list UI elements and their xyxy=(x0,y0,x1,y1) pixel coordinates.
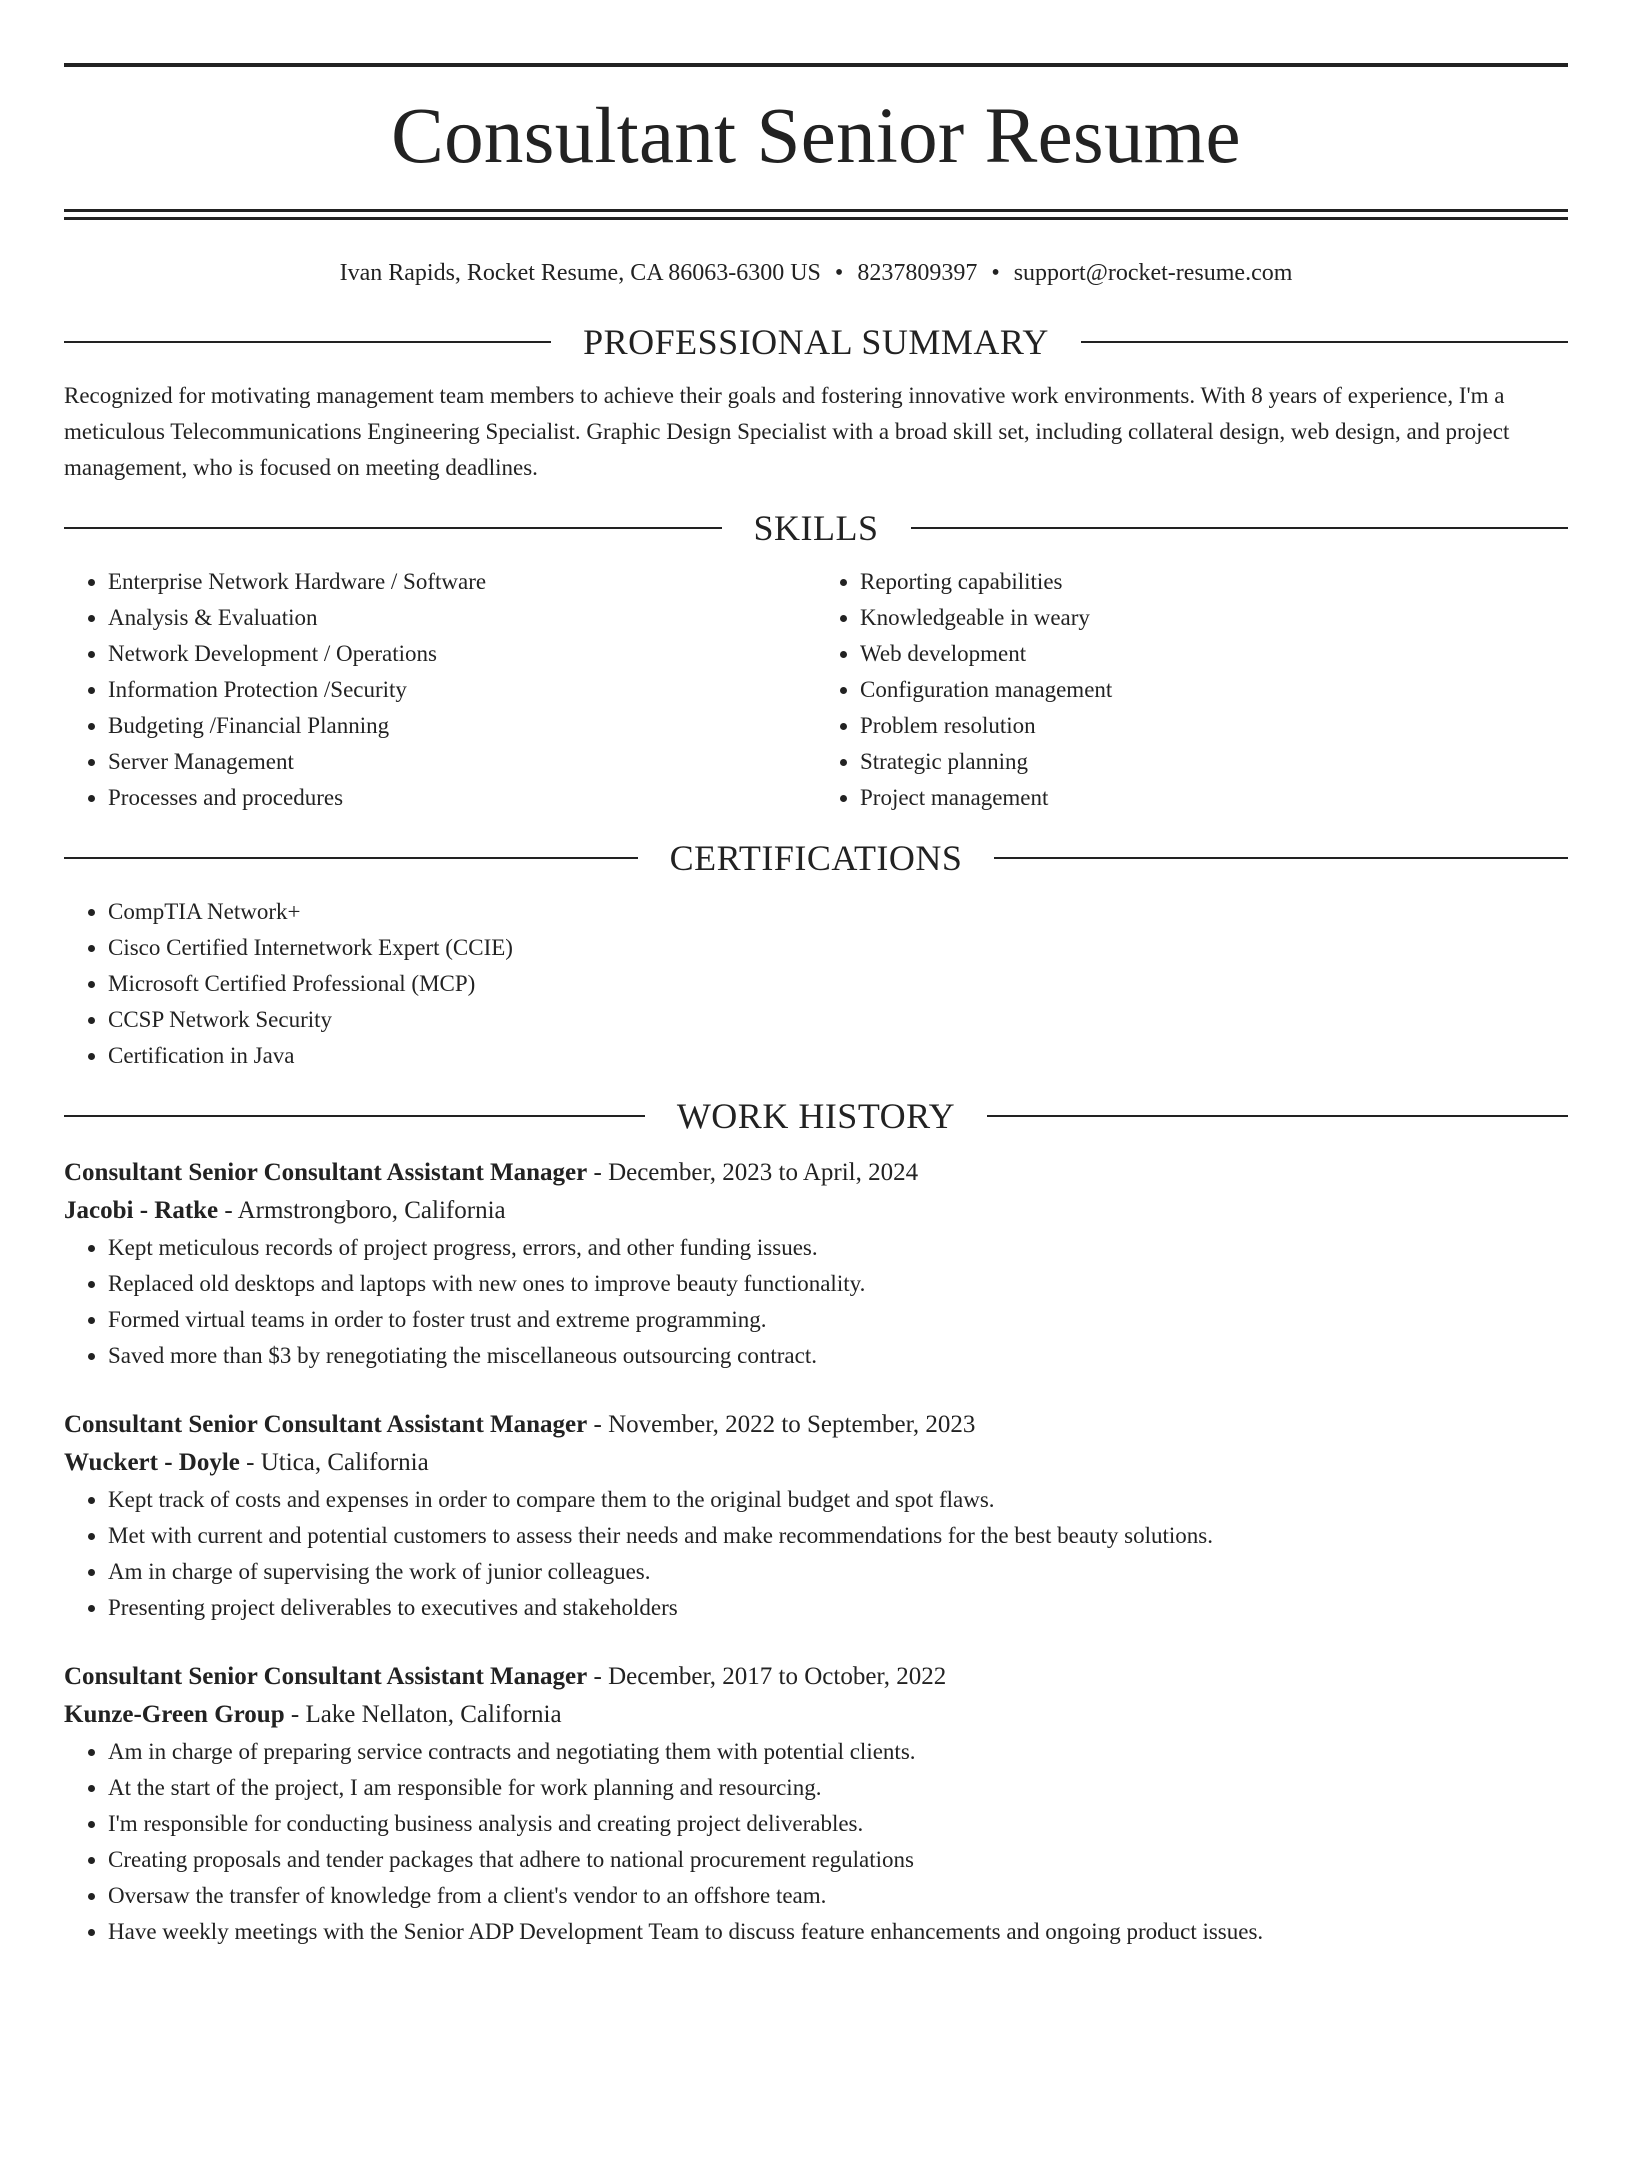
certification-item: • CCSP Network Security xyxy=(108,1002,1568,1038)
job-bullet: • Creating proposals and tender packages that adhere to national procurement regulations xyxy=(108,1842,1568,1878)
summary-text: Recognized for motivating management team members to achieve their goals and fostering innovative work environments. With 8 years of experience, I'm a meticulous Telecommunications Engineering Specialist. Graphic Design Specialist with a broad skill set, including collateral design, web design, and project management, who is focused on meeting deadlines. xyxy=(64,383,1510,480)
job-bullet: • Met with current and potential customers to assess their needs and make recommendations for the best beauty solutions. xyxy=(108,1518,1568,1554)
skill-item: • Processes and procedures xyxy=(108,780,816,816)
contact-separator: • xyxy=(834,260,844,286)
work-heading-label: WORK HISTORY xyxy=(676,1096,956,1136)
heading-rule-left xyxy=(64,341,551,343)
job-title: Consultant Senior Consultant Assistant Manager xyxy=(64,1159,588,1186)
job-dash: - xyxy=(587,1159,609,1186)
contact-address: Ivan Rapids, Rocket Resume, CA 86063-6300 US xyxy=(339,260,821,286)
job-bullet: • Have weekly meetings with the Senior ADP Development Team to discuss feature enhancements and ongoing product issues. xyxy=(108,1914,1568,1950)
job-dates: November, 2022 to September, 2023 xyxy=(608,1411,976,1438)
job-bullet: • I'm responsible for conducting business analysis and creating project deliverables. xyxy=(108,1806,1568,1842)
certifications-heading xyxy=(64,836,1568,880)
job-bullet: • Oversaw the transfer of knowledge from a client's vendor to an offshore team. xyxy=(108,1878,1568,1914)
job-title: Consultant Senior Consultant Assistant Manager xyxy=(64,1411,588,1438)
job-bullets xyxy=(64,1734,1568,1950)
heading-rule-right xyxy=(911,527,1569,529)
heading-rule-right xyxy=(987,1115,1568,1117)
job-dash: - xyxy=(284,1701,306,1728)
skill-item: • Information Protection /Security xyxy=(108,672,816,708)
resume-page xyxy=(0,63,1632,2175)
job-title-line xyxy=(64,1406,1568,1444)
certification-item: • CompTIA Network+ xyxy=(108,894,1568,930)
job-bullet: • Am in charge of preparing service contracts and negotiating them with potential clients. xyxy=(108,1734,1568,1770)
job-location: Utica, California xyxy=(260,1449,429,1476)
job-bullet: • At the start of the project, I am responsible for work planning and resourcing. xyxy=(108,1770,1568,1806)
job-dash: - xyxy=(218,1197,238,1224)
skill-item: • Problem resolution xyxy=(860,708,1568,744)
job-bullets xyxy=(64,1230,1568,1374)
page-title: Consultant Senior Resume xyxy=(391,93,1241,180)
job-bullet: • Kept track of costs and expenses in order to compare them to the original budget and spot flaws. xyxy=(108,1482,1568,1518)
job-company: Wuckert - Doyle xyxy=(64,1449,240,1476)
job-company: Kunze-Green Group xyxy=(64,1701,285,1728)
skills-heading xyxy=(64,506,1568,550)
job-title-line xyxy=(64,1154,1568,1192)
job-dash: - xyxy=(587,1663,609,1690)
job-entry xyxy=(64,1658,1568,1950)
skills-list-right xyxy=(816,564,1568,816)
job-entry xyxy=(64,1154,1568,1374)
job-dash: - xyxy=(239,1449,261,1476)
skill-item: • Project management xyxy=(860,780,1568,816)
job-location: Armstrongboro, California xyxy=(237,1197,506,1224)
heading-rule-right xyxy=(994,857,1568,859)
skill-item: • Server Management xyxy=(108,744,816,780)
skill-item: • Enterprise Network Hardware / Software xyxy=(108,564,816,600)
contact-separator: • xyxy=(991,260,1000,286)
certification-item: • Cisco Certified Internetwork Expert (CCIE) xyxy=(108,930,1568,966)
summary-heading xyxy=(64,320,1568,364)
job-title: Consultant Senior Consultant Assistant Manager xyxy=(64,1663,588,1690)
job-bullet: • Saved more than $3 by renegotiating the miscellaneous outsourcing contract. xyxy=(108,1338,1568,1374)
heading-rule-left xyxy=(64,857,638,859)
contact-line xyxy=(64,256,1568,290)
certification-item: • Certification in Java xyxy=(108,1038,1568,1074)
skill-item: • Web development xyxy=(860,636,1568,672)
skill-item: • Network Development / Operations xyxy=(108,636,816,672)
job-company-line xyxy=(64,1192,1568,1230)
certifications-list xyxy=(64,894,1568,1074)
skills-grid xyxy=(64,564,1568,816)
job-dates: December, 2017 to October, 2022 xyxy=(608,1663,947,1690)
heading-rule-left xyxy=(64,527,722,529)
contact-phone: 8237809397 xyxy=(857,260,978,286)
job-company-line xyxy=(64,1696,1568,1734)
job-dash: - xyxy=(587,1411,609,1438)
certifications-heading-label: CERTIFICATIONS xyxy=(669,838,963,878)
work-heading xyxy=(64,1094,1568,1138)
skill-item: • Strategic planning xyxy=(860,744,1568,780)
skill-item: • Configuration management xyxy=(860,672,1568,708)
job-bullets xyxy=(64,1482,1568,1626)
job-bullet: • Replaced old desktops and laptops with new ones to improve beauty functionality. xyxy=(108,1266,1568,1302)
job-bullet: • Kept meticulous records of project progress, errors, and other funding issues. xyxy=(108,1230,1568,1266)
job-entry xyxy=(64,1406,1568,1626)
skill-item: • Knowledgeable in weary xyxy=(860,600,1568,636)
job-bullet: • Formed virtual teams in order to foster trust and extreme programming. xyxy=(108,1302,1568,1338)
title-double-rule xyxy=(64,209,1568,220)
contact-email: support@rocket-resume.com xyxy=(1013,260,1293,286)
job-bullet: • Am in charge of supervising the work of junior colleagues. xyxy=(108,1554,1568,1590)
job-company: Jacobi - Ratke xyxy=(64,1197,219,1224)
skill-item: • Analysis & Evaluation xyxy=(108,600,816,636)
job-company-line xyxy=(64,1444,1568,1482)
skills-heading-label: SKILLS xyxy=(753,508,879,548)
job-bullet: • Presenting project deliverables to executives and stakeholders xyxy=(108,1590,1568,1626)
skill-item: • Reporting capabilities xyxy=(860,564,1568,600)
skill-item: • Budgeting /Financial Planning xyxy=(108,708,816,744)
top-rule xyxy=(64,63,1568,67)
job-dates: December, 2023 to April, 2024 xyxy=(608,1159,919,1186)
job-location: Lake Nellaton, California xyxy=(305,1701,562,1728)
certification-item: • Microsoft Certified Professional (MCP) xyxy=(108,966,1568,1002)
heading-rule-right xyxy=(1081,341,1568,343)
heading-rule-left xyxy=(64,1115,645,1117)
job-title-line xyxy=(64,1658,1568,1696)
skills-list-left xyxy=(64,564,816,816)
summary-heading-label: PROFESSIONAL SUMMARY xyxy=(583,322,1049,362)
